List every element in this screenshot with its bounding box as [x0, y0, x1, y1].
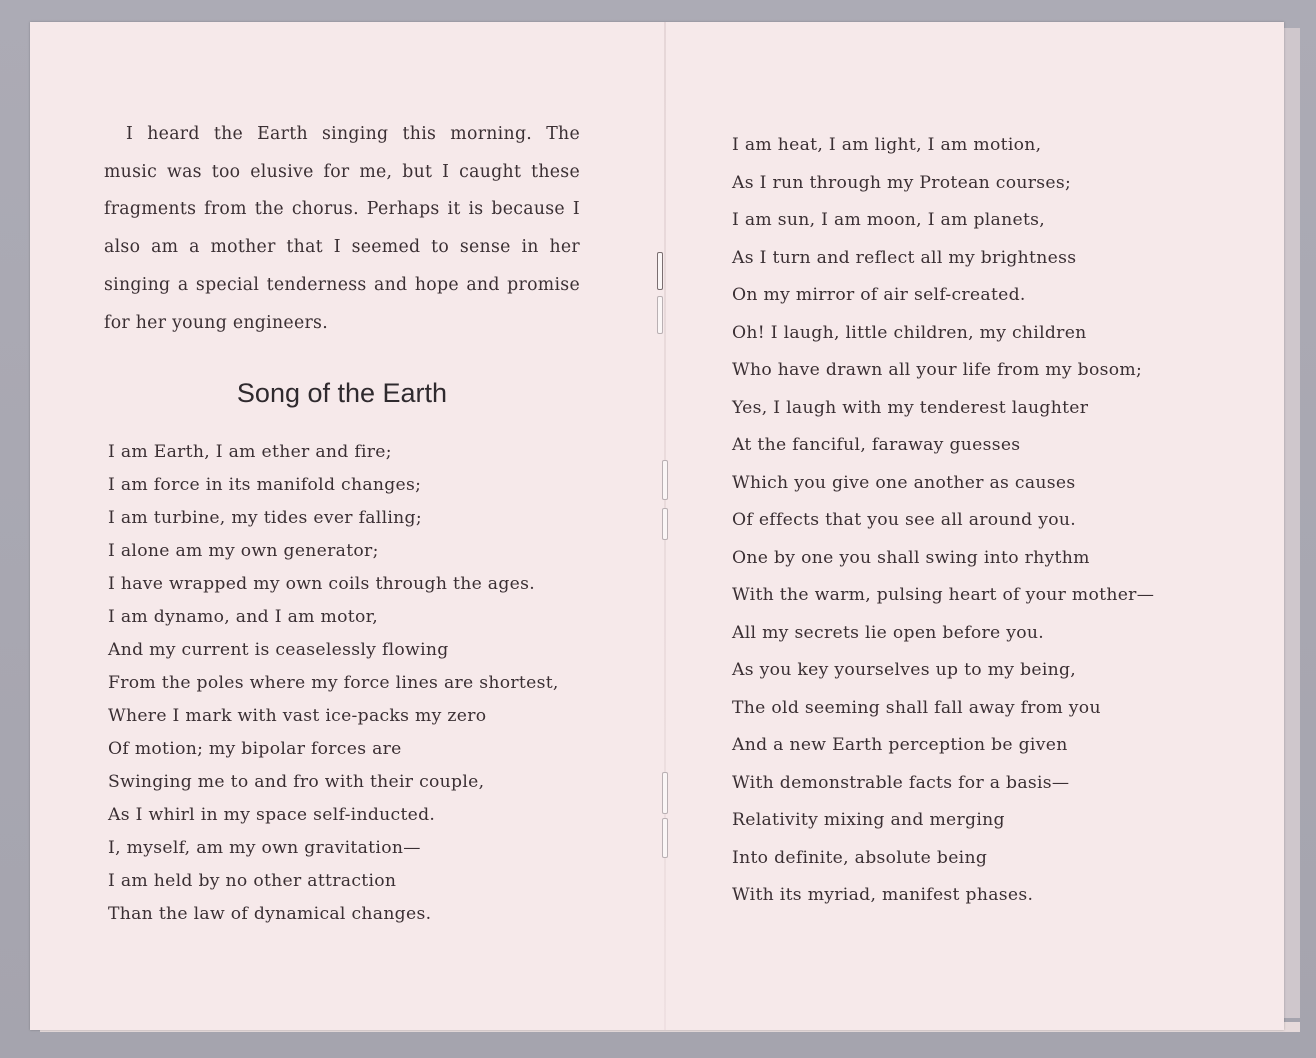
poem-line: At the fanciful, faraway guesses: [732, 435, 1021, 455]
poem-line: I am held by no other attraction: [108, 871, 397, 891]
poem-line: On my mirror of air self-created.: [732, 285, 1026, 305]
poem-line: As I run through my Protean courses;: [732, 172, 1072, 193]
poem-line: I, myself, am my own gravitation—: [108, 838, 421, 858]
poem-right-column: [732, 127, 1154, 915]
poem-line: As I whirl in my space self-inducted.: [108, 805, 436, 825]
intro-paragraph: I heard the Earth singing this morning. The music was too elusive for me, but I caught these fragments from the chorus. Perhaps it is because I also am a mother that I seemed to sense in her singing a special tenderness and hope and promise for her young engineers.: [104, 124, 580, 333]
poem-line: I am Earth, I am ether and fire;: [108, 442, 392, 462]
poem-left-column: [108, 436, 559, 931]
poem-line: Oh! I laugh, little children, my children: [732, 322, 1087, 343]
poem-line: Of effects that you see all around you.: [732, 510, 1077, 530]
poem-line: And a new Earth perception be given: [732, 735, 1068, 755]
binding-stitch: [662, 818, 668, 858]
poem-line: Of motion; my bipolar forces are: [108, 739, 402, 759]
poem-line: With the warm, pulsing heart of your mother—: [732, 585, 1155, 605]
poem-line: With demonstrable facts for a basis—: [732, 772, 1070, 793]
poem-line: I have wrapped my own coils through the ages.: [108, 574, 536, 594]
poem-line: Yes, I laugh with my tenderest laughter: [732, 397, 1089, 418]
poem-line: I alone am my own generator;: [108, 541, 379, 561]
poem-line: I am dynamo, and I am motor,: [108, 607, 378, 627]
binding-stitch: [657, 252, 663, 290]
poem-line: I am heat, I am light, I am motion,: [732, 135, 1042, 155]
poem-line: Relativity mixing and merging: [732, 810, 1005, 830]
poem-line: As you key yourselves up to my being,: [732, 660, 1077, 680]
poem-line: Swinging me to and fro with their couple,: [108, 772, 485, 792]
poem-line: And my current is ceaselessly flowing: [108, 640, 449, 660]
poem-line: I am sun, I am moon, I am planets,: [732, 210, 1046, 230]
binding-stitch: [662, 772, 668, 814]
poem-line: I am force in its manifold changes;: [108, 475, 422, 495]
poem-line: Who have drawn all your life from my bosom;: [732, 360, 1143, 380]
binding-stitch: [662, 460, 668, 500]
poem-line: All my secrets lie open before you.: [732, 622, 1045, 643]
poem-line: The old seeming shall fall away from you: [732, 697, 1101, 718]
poem-line: Which you give one another as causes: [732, 472, 1076, 493]
poem-line: As I turn and reflect all my brightness: [732, 247, 1077, 268]
poem-line: I am turbine, my tides ever falling;: [108, 508, 422, 528]
binding-stitch: [657, 296, 663, 334]
poem-title: Song of the Earth: [236, 378, 448, 408]
poem-line: Where I mark with vast ice-packs my zero: [108, 706, 487, 726]
poem-line: Than the law of dynamical changes.: [108, 904, 432, 924]
poem-line: From the poles where my force lines are shortest,: [108, 673, 559, 693]
poem-line: With its myriad, manifest phases.: [732, 885, 1034, 905]
backing-card-edge: [1284, 28, 1300, 1018]
poem-line: One by one you shall swing into rhythm: [732, 547, 1090, 568]
binding-stitch: [662, 508, 668, 540]
poem-line: Into definite, absolute being: [732, 847, 988, 868]
